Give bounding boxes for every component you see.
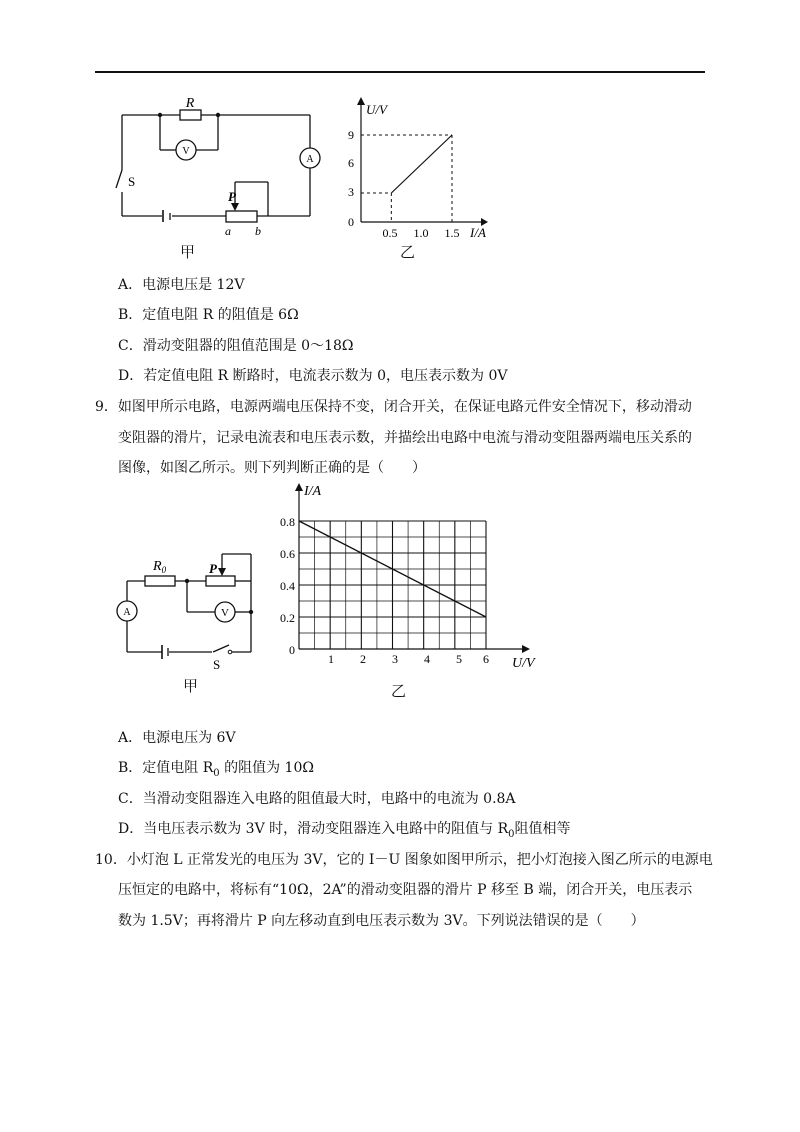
q9-iu-graph: [270, 480, 560, 675]
q9-option-c[interactable]: C．当滑动变阻器连入电路的阻值最大时，电路中的电流为 0.8A: [118, 791, 516, 807]
q9-circuit-diagram: [105, 548, 265, 672]
voltmeter-label: V: [221, 607, 229, 619]
q8-ui-graph: [336, 92, 506, 252]
q8-ylabel: U/V: [366, 102, 387, 117]
q8-xtick-1.5: 1.5: [444, 226, 460, 240]
voltmeter-label: V: [182, 146, 190, 157]
slider-p-label: P: [228, 189, 236, 204]
q8-ytick-6: 6: [348, 156, 354, 170]
q8-xtick-0.5: 0.5: [382, 226, 398, 240]
q9-ytick-0.2: 0.2: [280, 611, 295, 625]
q10-stem-line-3: 数为 1.5V；再将滑片 P 向左移动直到电压表示数为 3V。下列说法错误的是（ ）: [118, 913, 645, 929]
q9-xtick-6: 6: [483, 652, 489, 666]
end-b-label: b: [255, 224, 261, 238]
header-rule: [95, 71, 705, 73]
slider-p-label: P: [209, 561, 217, 576]
ammeter-label: A: [123, 607, 131, 618]
q9-xtick-3: 3: [392, 652, 398, 666]
end-a-label: a: [225, 224, 231, 238]
q9-option-b[interactable]: B．定值电阻 $R_0$ 的阻值为 10Ω: [118, 760, 314, 779]
q8-option-c[interactable]: C．滑动变阻器的阻值范围是 0～18Ω: [118, 338, 354, 354]
q9-ytick-0.4: 0.4: [280, 579, 295, 593]
q9-ylabel: I/A: [304, 484, 322, 499]
q9-ytick-0.6: 0.6: [280, 547, 295, 561]
ammeter-label: A: [306, 154, 314, 165]
q10-stem-line-1: 10．小灯泡 L 正常发光的电压为 3V，它的 I－U 图象如图甲所示，把小灯泡接入图乙所示的电源电: [95, 852, 713, 868]
q9-ytick-0.8: 0.8: [280, 515, 295, 529]
q9-xtick-2: 2: [360, 652, 366, 666]
switch-label: S: [213, 657, 221, 672]
q8-series-line: [391, 135, 452, 193]
q9-xlabel: U/V: [512, 656, 535, 671]
q9-stem-line-3: 图像，如图乙所示。则下列判断正确的是（ ）: [118, 460, 426, 476]
q9-xtick-1: 1: [328, 652, 334, 666]
q8-option-b[interactable]: B．定值电阻 R 的阻值是 6Ω: [118, 307, 299, 323]
q8-ytick-9: 9: [348, 128, 354, 142]
q9-stem-line-1: 9．如图甲所示电路，电源两端电压保持不变，闭合开关，在保证电路元件安全情况下，移动滑动: [95, 399, 692, 415]
q9-option-d[interactable]: D．当电压表示数为 3V 时，滑动变阻器连入电路中的阻值与 $R_0$阻值相等: [118, 821, 571, 840]
q8-option-d[interactable]: D．若定值电阻 R 断路时，电流表示数为 0，电压表示数为 0V: [118, 368, 508, 384]
q9-stem-line-2: 变阻器的滑片，记录电流表和电压表示数，并描绘出电路中电流与滑动变阻器两端电压关系的: [118, 430, 692, 446]
q8-xlabel: I/A: [470, 225, 486, 240]
resistor-r0-label: $R_0$: [153, 559, 167, 575]
q9-ytick-0: 0: [289, 643, 295, 657]
q9-option-a[interactable]: A．电源电压为 6V: [118, 730, 236, 746]
q8-circuit-caption: 甲: [180, 243, 196, 261]
q9-xtick-5: 5: [456, 652, 462, 666]
q8-graph-caption: 乙: [400, 243, 416, 261]
q9-circuit-caption: 甲: [183, 677, 199, 695]
q8-option-a[interactable]: A．电源电压是 12V: [118, 277, 245, 293]
resistor-r-label: R: [185, 96, 195, 111]
q10-stem-line-2: 压恒定的电路中，将标有“10Ω，2A”的滑动变阻器的滑片 P 移至 B 端，闭合开关，电压表示: [118, 882, 693, 898]
q8-ytick-3: 3: [348, 185, 354, 199]
q8-xtick-1.0: 1.0: [413, 226, 429, 240]
q9-xtick-4: 4: [424, 652, 430, 666]
q8-circuit-diagram: [110, 92, 330, 242]
switch-label: S: [128, 174, 136, 189]
q9-graph-caption: 乙: [391, 682, 407, 700]
q8-ytick-0: 0: [348, 215, 354, 229]
